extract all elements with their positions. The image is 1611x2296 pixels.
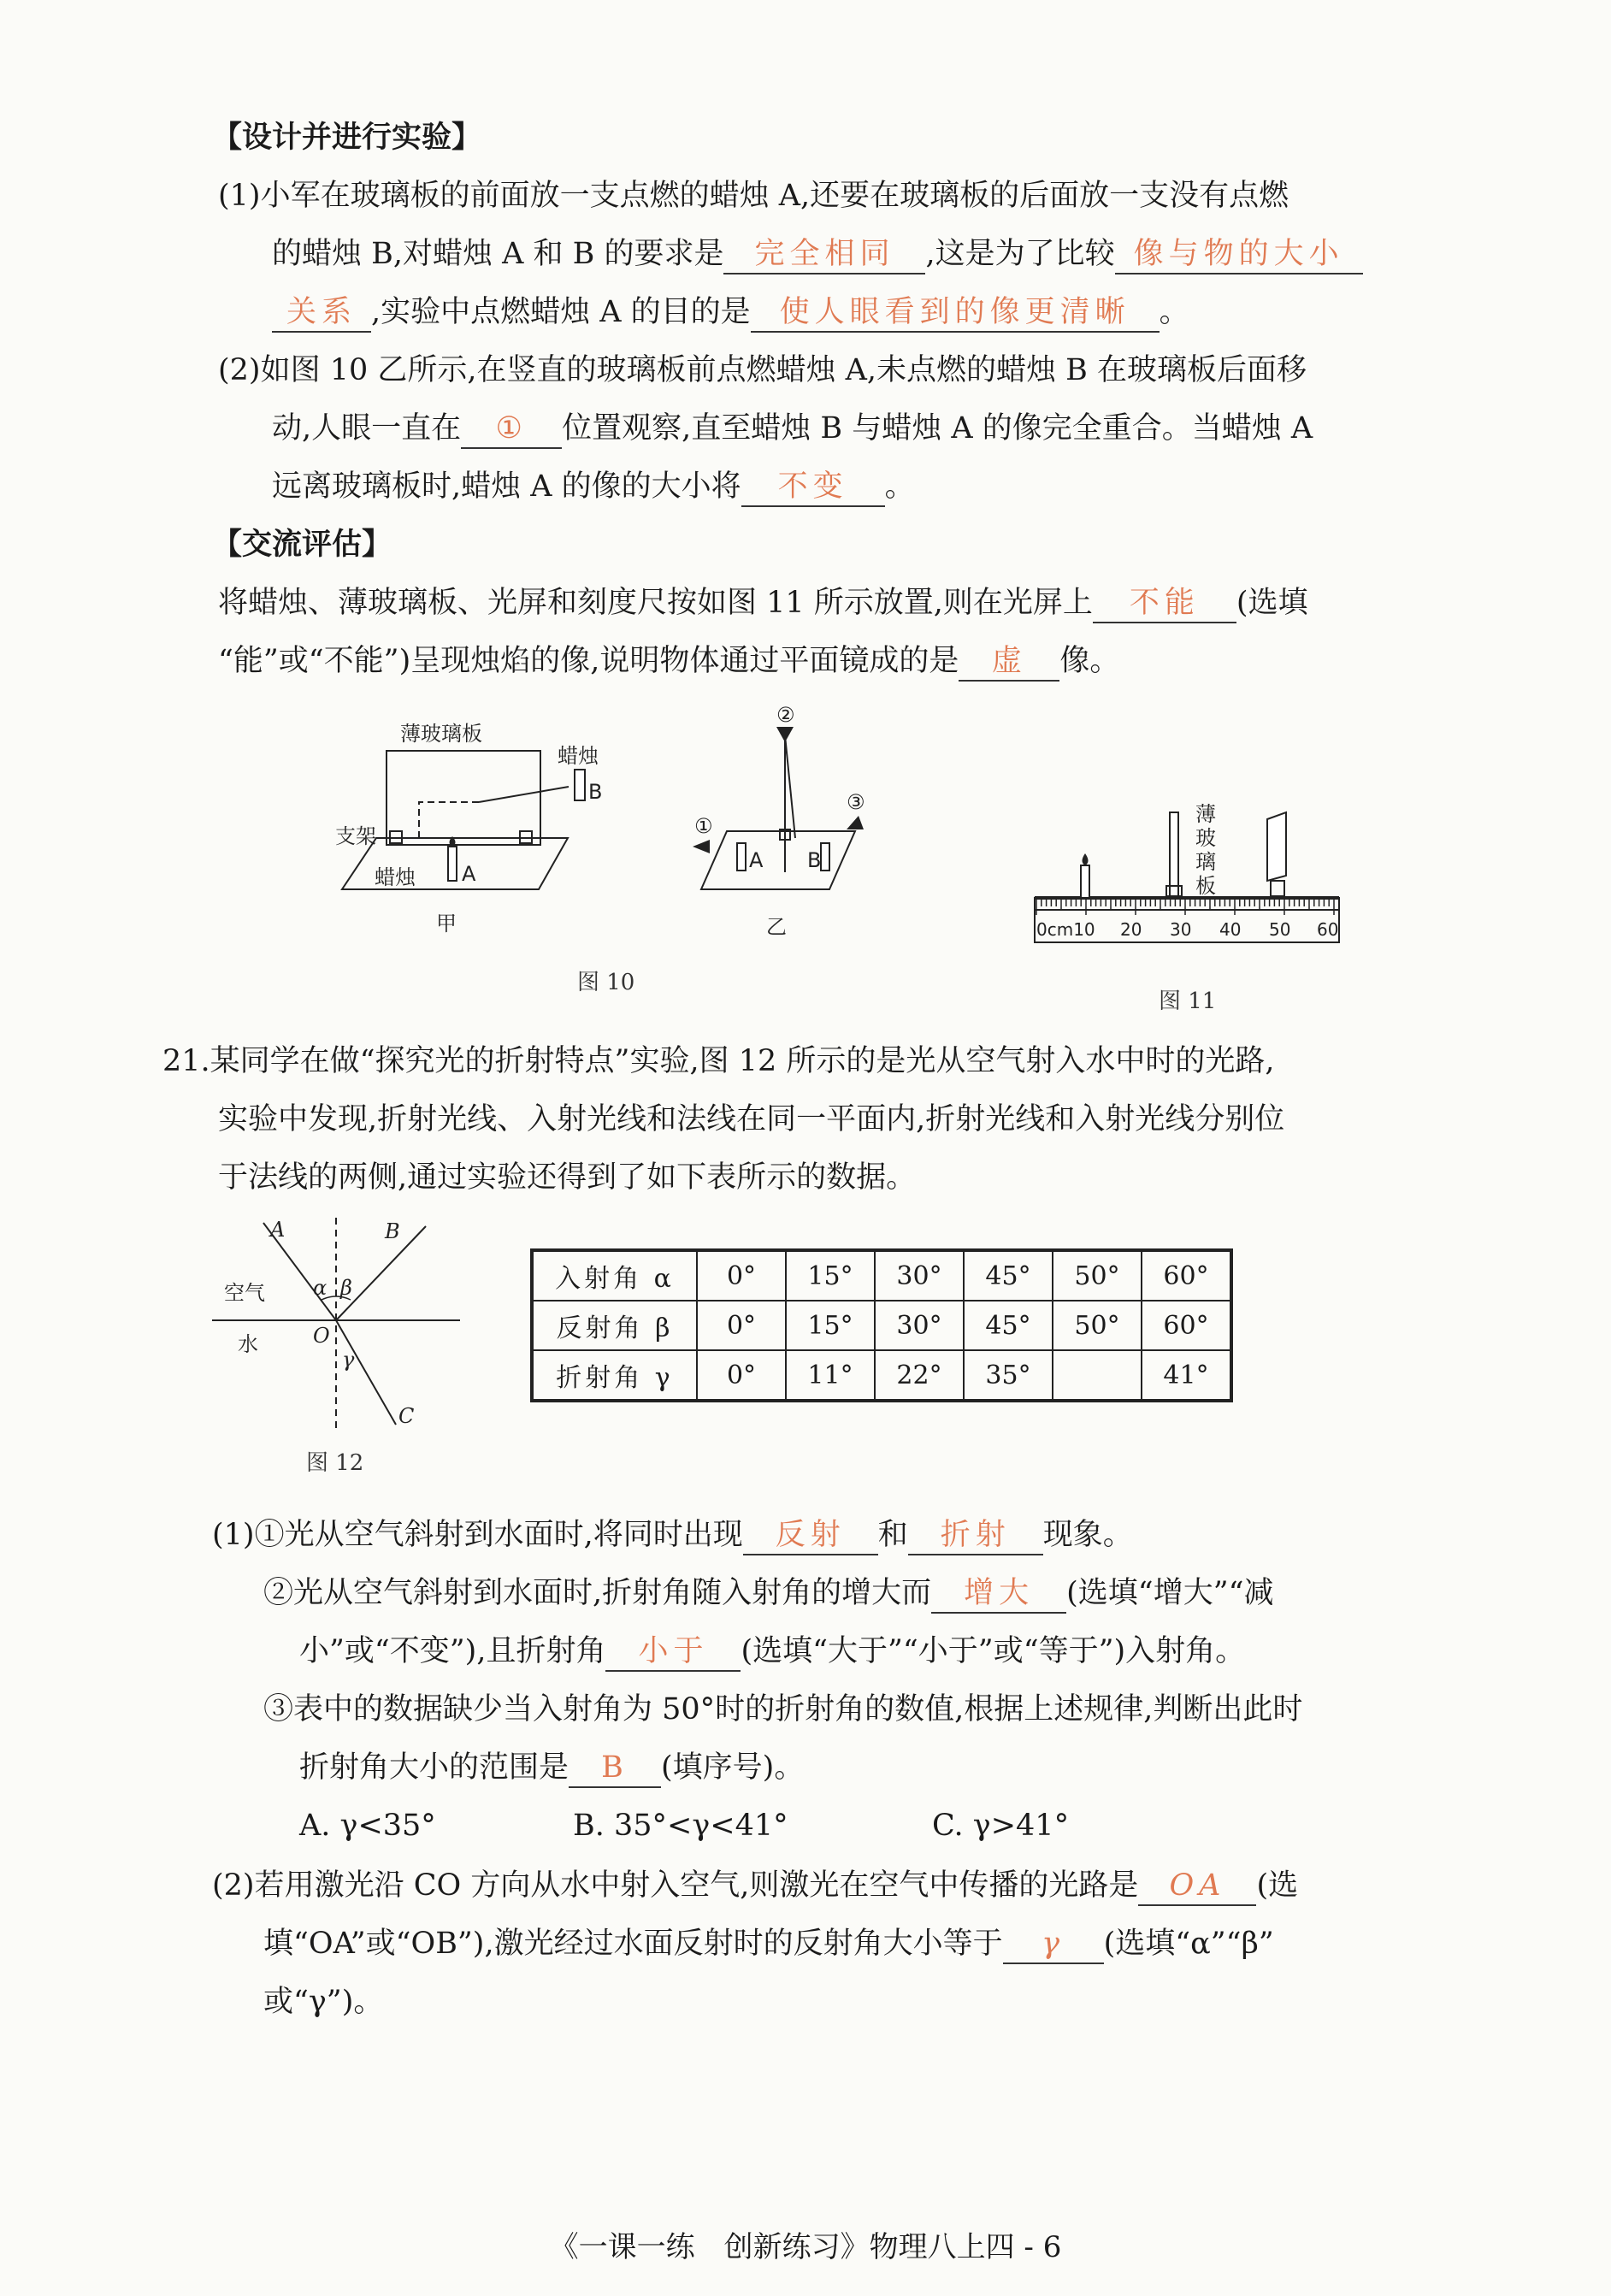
label-beta: β (340, 1276, 352, 1300)
option-c: C. γ>41° (932, 1809, 1070, 1843)
answer-blank: ① (461, 410, 562, 449)
q21-2-line3: 或“γ”)。 (263, 1985, 384, 2019)
q20-2-line1: (2)如图 10 乙所示,在竖直的玻璃板前点燃蜡烛 A,未点燃的蜡烛 B 在玻璃板后面移 (218, 353, 1307, 387)
answer-blank: γ (1003, 1925, 1104, 1964)
table-cell: 60° (1142, 1301, 1231, 1350)
label-o: O (313, 1324, 330, 1348)
answer-blank: 小于 (605, 1632, 741, 1672)
answer-blank: 关系 (272, 293, 371, 333)
figure-12 (212, 1214, 469, 1437)
answer-blank: 不能 (1093, 584, 1236, 623)
q21-line1: 21.某同学在做“探究光的折射特点”实验,图 12 所示的是光从空气射入水中时的光路, (162, 1044, 1275, 1078)
table-row (532, 1350, 1231, 1401)
b-label: B (807, 848, 822, 872)
answer-blank: 增大 (931, 1574, 1066, 1614)
candle-b (575, 770, 585, 800)
ruler-tick-label: 60 (1317, 919, 1339, 940)
label-b: B (385, 1219, 400, 1243)
sub-label-jia: 甲 (436, 912, 457, 936)
page-footer: 《一课一练 创新练习》物理八上四 - 6 (549, 2230, 1062, 2264)
q20-2-line2: 动,人眼一直在 ① 位置观察,直至蜡烛 B 与蜡烛 A 的像完全重合。当蜡烛 A (272, 407, 1313, 450)
design-heading: 【设计并进行实验】 (212, 120, 482, 155)
table-cell: 22° (875, 1350, 964, 1401)
dashed-image-path (419, 802, 479, 838)
q21-1-line2: ②光从空气斜射到水面时,折射角随入射角的增大而 增大 (选填“增大”“减 (263, 1572, 1273, 1614)
answer-blank: 反射 (743, 1516, 878, 1555)
table-cell: 41° (1142, 1350, 1231, 1401)
candle-b (821, 843, 829, 871)
glass-label: 薄玻璃板 (400, 722, 482, 746)
ruler-tick-label: 30 (1170, 919, 1192, 940)
angle-data-table (530, 1248, 1233, 1402)
glass-char: 璃 (1195, 850, 1216, 874)
q21-2-line2: 填“OA”或“OB”),激光经过水面反射时的反射角大小等于 γ (选填“α”“β” (263, 1922, 1274, 1965)
q21-1-line5: 折射角大小的范围是 B (填序号)。 (299, 1746, 804, 1789)
glass-plate (387, 751, 540, 845)
table-cell: 50° (1053, 1301, 1142, 1350)
option-a: A. γ<35° (299, 1809, 436, 1843)
ray-ob (336, 1226, 426, 1320)
table-cell: 0° (697, 1350, 786, 1401)
b-label: B (588, 780, 603, 804)
q20-2-line3: 远离玻璃板时,蜡烛 A 的像的大小将 不变 。 (272, 465, 915, 508)
label-water: 水 (238, 1332, 258, 1356)
pos1-label: ① (694, 814, 713, 838)
table-cell: 0° (697, 1301, 786, 1350)
ruler-tick-label: 0cm10 (1036, 919, 1095, 940)
table-cell: 11° (786, 1350, 875, 1401)
row-header: 反射角 β (532, 1301, 697, 1350)
table-cell: 15° (786, 1250, 875, 1301)
table-row (532, 1250, 1231, 1301)
ruler-tick-label: 20 (1120, 919, 1142, 940)
q21-line2: 实验中发现,折射光线、入射光线和法线在同一平面内,折射光线和入射光线分别位 (218, 1102, 1285, 1136)
glass-char: 薄 (1195, 802, 1216, 826)
table-cell: 45° (964, 1301, 1053, 1350)
label-alpha: α (313, 1276, 328, 1300)
figure-10-caption: 图 10 (577, 970, 635, 995)
ruler-ticks (1036, 898, 1334, 915)
table-cell: 60° (1142, 1250, 1231, 1301)
eval-heading: 【交流评估】 (212, 527, 392, 562)
table-cell: 30° (875, 1301, 964, 1350)
figure-11 (1026, 795, 1351, 966)
sight-line (479, 787, 569, 802)
row-header: 入射角 α (532, 1250, 697, 1301)
glass-char: 玻 (1195, 826, 1216, 850)
a-label: A (462, 862, 476, 886)
answer-blank: 像与物的大小 (1115, 235, 1363, 274)
answer-blank: 不变 (741, 468, 885, 507)
q21-1-line3: 小”或“不变”),且折射角 小于 (选填“大于”“小于”或“等于”)入射角。 (299, 1630, 1245, 1673)
eye-icon (693, 840, 710, 853)
table-cell: 35° (964, 1350, 1053, 1401)
label-gamma: γ (342, 1348, 355, 1372)
ruler-tick-label: 50 (1269, 919, 1291, 940)
pos3-label: ③ (847, 790, 865, 814)
answer-blank: OA (1138, 1867, 1256, 1906)
label-c: C (398, 1404, 415, 1428)
table-cell: 30° (875, 1250, 964, 1301)
table-cell: 45° (964, 1250, 1053, 1301)
light-screen (1267, 812, 1286, 881)
candle-a (737, 843, 746, 871)
answer-blank: 虚 (959, 642, 1059, 682)
answer-blank: 使人眼看到的像更清晰 (751, 293, 1160, 333)
option-b: B. 35°<γ<41° (573, 1809, 788, 1843)
glass-edge (785, 735, 795, 838)
figure-10-jia (325, 710, 607, 958)
ray-oc (336, 1320, 396, 1425)
q20-1-line2: 的蜡烛 B,对蜡烛 A 和 B 的要求是 完全相同 ,这是为了比较 像与物的大小 (272, 233, 1363, 275)
table-body (532, 1250, 1231, 1401)
table-cell (1053, 1350, 1142, 1401)
eye-icon (776, 727, 794, 742)
figure-12-caption: 图 12 (306, 1450, 364, 1476)
flame-icon (1083, 853, 1089, 865)
figure-11-caption: 图 11 (1159, 989, 1217, 1014)
candle-a-label: 蜡烛 (375, 865, 416, 889)
eval-line2: “能”或“不能”)呈现烛焰的像,说明物体通过平面镜成的是 虚 像。 (218, 640, 1119, 682)
table-surface (701, 831, 855, 889)
candle-b-label: 蜡烛 (558, 744, 599, 768)
ruler-tick-label: 40 (1219, 919, 1242, 940)
pos2-label: ② (776, 703, 795, 727)
answer-blank: 完全相同 (723, 235, 925, 274)
q20-1-line1: (1)小军在玻璃板的前面放一支点燃的蜡烛 A,还要在玻璃板的后面放一支没有点燃 (218, 179, 1289, 213)
row-header: 折射角 γ (532, 1350, 697, 1401)
eval-line1: 将蜡烛、薄玻璃板、光屏和刻度尺按如图 11 所示放置,则在光屏上 不能 (选填 (218, 581, 1308, 624)
glass-char: 板 (1195, 874, 1216, 898)
eye-icon (847, 816, 864, 829)
q21-line3: 于法线的两侧,通过实验还得到了如下表所示的数据。 (218, 1160, 917, 1195)
candle (1081, 865, 1089, 898)
table-cell: 50° (1053, 1250, 1142, 1301)
table-cell: 0° (697, 1250, 786, 1301)
label-air: 空气 (224, 1281, 265, 1305)
answer-blank: 折射 (908, 1516, 1043, 1555)
candle-a (448, 847, 457, 881)
sub-label-yi: 乙 (766, 915, 787, 939)
a-label: A (749, 848, 764, 872)
q21-1-line4: ③表中的数据缺少当入射角为 50°时的折射角的数值,根据上述规律,判断出此时 (263, 1692, 1303, 1726)
answer-blank: B (569, 1749, 661, 1788)
table-cell: 15° (786, 1301, 875, 1350)
q20-1-line3: 关系 ,实验中点燃蜡烛 A 的目的是 使人眼看到的像更清晰 。 (272, 291, 1189, 333)
figure-10-yi (684, 701, 881, 958)
table-row (532, 1301, 1231, 1350)
screen-holder (1271, 881, 1284, 896)
label-a: A (270, 1218, 286, 1242)
q21-2-line1: (2)若用激光沿 CO 方向从水中射入空气,则激光在空气中传播的光路是 OA (选 (212, 1864, 1298, 1907)
stand-label: 支架 (335, 824, 376, 848)
q21-1-line1: (1)①光从空气斜射到水面时,将同时出现 反射 和 折射 现象。 (212, 1514, 1133, 1556)
